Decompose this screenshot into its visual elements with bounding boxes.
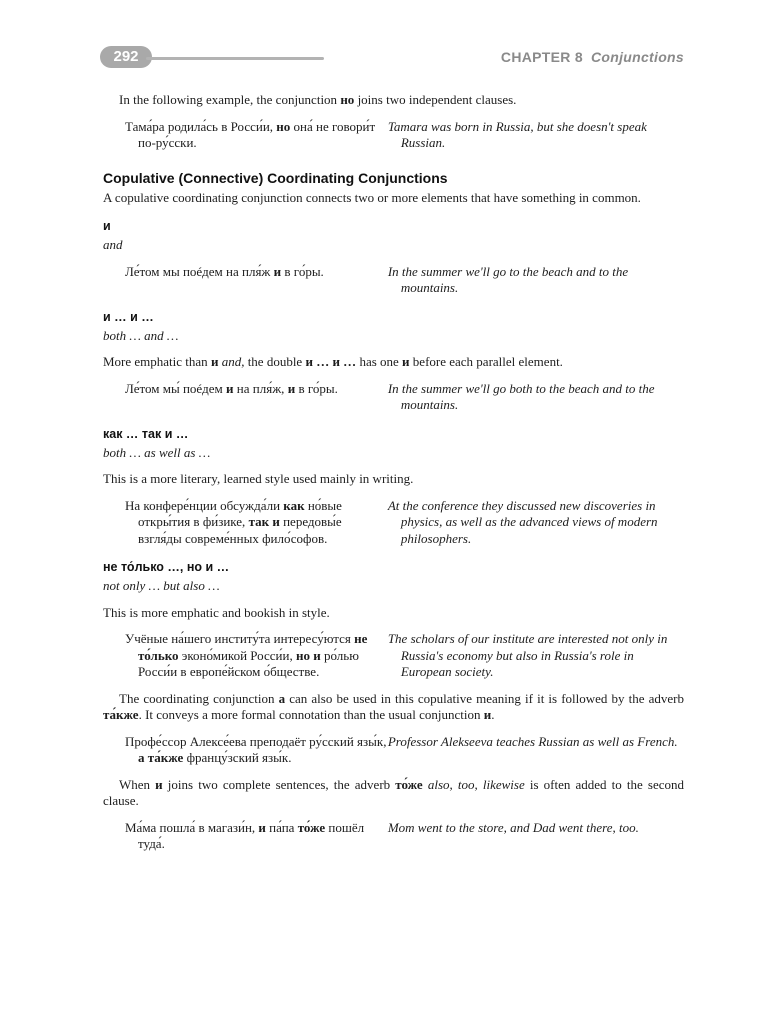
example-russian: Тама́ра родила́сь в Росси́и, но она́ не говори́т по-ру́сски.	[125, 118, 376, 150]
example-intro	[125, 119, 684, 152]
gloss-ne-tolko: not only … but also …	[103, 578, 220, 593]
note-i-i: More emphatic than и and, the double и … и … has one и before each parallel element.	[103, 354, 563, 369]
gloss-kak-tak: both … as well as …	[103, 444, 211, 460]
note-ne-tolko: This is more emphatic and bookish in style.	[103, 604, 330, 620]
example-russian: На конфере́нции обсужда́ли как но́вые откры́тия в фи́зике, так и передовы́е взгля́ды совреме́нных фило́софов.	[125, 497, 342, 546]
note-kak-tak: This is a more literary, learned style used mainly in writing.	[103, 471, 414, 486]
example-english: Mom went to the store, and Dad went there, too.	[387, 819, 639, 835]
example-tozhe	[125, 820, 684, 853]
example-i-i	[125, 381, 684, 414]
example-russian: Ле́том мы́ поéдем и на пля́ж, и в го́ры.	[125, 380, 338, 396]
example-english: The scholars of our institute are interested not only in Russia's economy but also in Russia's role in European society.	[387, 631, 668, 679]
paragraph-a-takzhe: The coordinating conjunction а can also be used in this copulative meaning if it is followed by the adverb та́кже. It conveys a more formal connotation than the usual conjunction и.	[103, 690, 685, 722]
header-rule	[146, 57, 324, 60]
chapter-title: Conjunctions	[590, 49, 684, 65]
page-content	[103, 92, 684, 853]
term-kak-tak: как … так и …	[103, 426, 189, 441]
example-russian: Профе́ссор Алексе́ева преподаёт ру́сский язы́к, а та́кже францу́зский язы́к.	[125, 733, 387, 765]
paragraph-tozhe: When и joins two complete sentences, the adverb то́же also, too, likewise is often added to the second clause.	[103, 776, 684, 808]
section-description: A copulative coordinating conjunction connects two or more elements that have something in common.	[103, 189, 641, 205]
example-kak-tak	[125, 498, 684, 548]
example-english: In the summer we'll go to the beach and to the mountains.	[387, 263, 629, 295]
page-number: 292	[100, 46, 152, 68]
term-i-i: и … и …	[103, 309, 154, 324]
example-russian: Учёные на́шего институ́та интересу́ются не то́лько эконо́микой Росси́и, но и ро́лью Росси́и в европе́йском о́бществе.	[125, 631, 368, 679]
gloss-i-i: both … and …	[103, 327, 179, 343]
term-i: и	[103, 219, 111, 233]
example-russian: Ле́том мы поéдем на пля́ж и в го́ры.	[125, 263, 324, 279]
chapter-label: CHAPTER 8	[500, 49, 583, 65]
term-ne-tolko: не то́лько …, но и …	[103, 560, 230, 574]
chapter-heading	[501, 49, 684, 65]
example-ne-tolko	[125, 631, 684, 681]
page-header	[100, 44, 686, 72]
example-english: Professor Alekseeva teaches Russian as well as French.	[387, 733, 678, 749]
example-english: Tamara was born in Russia, but she doesn't speak Russian.	[387, 118, 647, 150]
gloss-i: and	[103, 237, 123, 252]
intro-paragraph: In the following example, the conjunction но joins two independent clauses.	[119, 92, 517, 107]
example-english: At the conference they discussed new discoveries in physics, as well as the advanced views of modern philosophers.	[387, 497, 658, 546]
example-a-takzhe	[125, 734, 684, 767]
example-russian: Ма́ма пошла́ в магази́н, и па́па то́же пошёл туда́.	[125, 819, 365, 851]
example-i	[125, 264, 684, 297]
example-english: In the summer we'll go both to the beach and to the mountains.	[387, 380, 655, 412]
section-heading: Copulative (Connective) Coordinating Conjunctions	[103, 169, 448, 186]
